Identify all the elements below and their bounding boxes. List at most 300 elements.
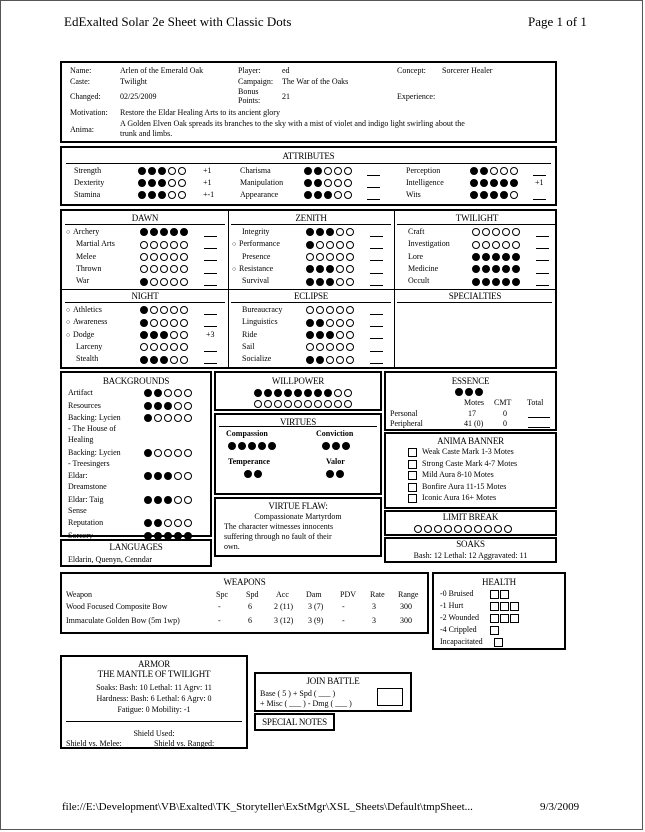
- willpower-dot[interactable]: [334, 389, 342, 397]
- ability-dot[interactable]: [326, 265, 334, 273]
- ability-dot[interactable]: [336, 306, 344, 314]
- willpower-temp-dot[interactable]: [324, 400, 332, 408]
- attribute-dot[interactable]: [138, 167, 146, 175]
- ability-dot[interactable]: [180, 306, 188, 314]
- background-dot[interactable]: [144, 496, 152, 504]
- ability-dot[interactable]: [346, 228, 354, 236]
- ability-dot[interactable]: [140, 253, 148, 261]
- ability-dot[interactable]: [180, 356, 188, 364]
- attribute-dot[interactable]: [178, 179, 186, 187]
- ability-bonus-line[interactable]: [201, 355, 217, 365]
- willpower-temp-dot[interactable]: [274, 400, 282, 408]
- limit-dot[interactable]: [424, 525, 432, 533]
- attribute-dot[interactable]: [334, 191, 342, 199]
- ability-dot[interactable]: [346, 265, 354, 273]
- ability-dot[interactable]: [482, 265, 490, 273]
- background-dot[interactable]: [164, 389, 172, 397]
- ability-dot[interactable]: [180, 278, 188, 286]
- ability-dot[interactable]: [180, 331, 188, 339]
- attribute-dot[interactable]: [178, 167, 186, 175]
- background-dot[interactable]: [144, 519, 152, 527]
- anima-checkbox[interactable]: [408, 448, 417, 457]
- ability-dot[interactable]: [336, 343, 344, 351]
- ability-dot[interactable]: [316, 319, 324, 327]
- willpower-dot[interactable]: [254, 389, 262, 397]
- background-dot[interactable]: [164, 449, 172, 457]
- background-dot[interactable]: [174, 449, 182, 457]
- health-checkbox[interactable]: [490, 614, 499, 623]
- ability-dot[interactable]: [150, 253, 158, 261]
- ability-dot[interactable]: [336, 228, 344, 236]
- ability-dot[interactable]: [326, 343, 334, 351]
- ability-dot[interactable]: [346, 331, 354, 339]
- ability-bonus-line[interactable]: [201, 343, 217, 353]
- willpower-temporary-dots[interactable]: [254, 399, 354, 409]
- health-checkbox[interactable]: [494, 638, 503, 647]
- ability-dot[interactable]: [140, 306, 148, 314]
- attribute-dot[interactable]: [334, 167, 342, 175]
- ability-dot[interactable]: [140, 331, 148, 339]
- attribute-dot[interactable]: [470, 167, 478, 175]
- attribute-dot[interactable]: [510, 167, 518, 175]
- virtue-dot[interactable]: [268, 442, 276, 450]
- attribute-bonus-line[interactable]: [530, 167, 546, 177]
- background-dot[interactable]: [184, 519, 192, 527]
- ability-dot[interactable]: [306, 306, 314, 314]
- peripheral-motes: 41 (0): [464, 419, 484, 428]
- ability-dot[interactable]: [346, 306, 354, 314]
- ability-dot[interactable]: [482, 241, 490, 249]
- attribute-dot[interactable]: [138, 191, 146, 199]
- attribute-dot[interactable]: [344, 179, 352, 187]
- ability-dot[interactable]: [336, 241, 344, 249]
- ability-dot[interactable]: [472, 253, 480, 261]
- ability-dot[interactable]: [180, 343, 188, 351]
- ability-dot[interactable]: [316, 228, 324, 236]
- ability-dot[interactable]: [160, 306, 168, 314]
- ability-bonus-line[interactable]: [367, 253, 383, 263]
- background-dot[interactable]: [154, 389, 162, 397]
- ability-dot[interactable]: [140, 241, 148, 249]
- attribute-dot[interactable]: [168, 191, 176, 199]
- ability-dot[interactable]: [512, 278, 520, 286]
- willpower-temp-dot[interactable]: [314, 400, 322, 408]
- attribute-dot[interactable]: [158, 191, 166, 199]
- virtue-dot[interactable]: [332, 442, 340, 450]
- ability-dot[interactable]: [140, 356, 148, 364]
- willpower-dot[interactable]: [264, 389, 272, 397]
- ability-bonus-line[interactable]: [367, 228, 383, 238]
- virtue-dot[interactable]: [326, 470, 334, 478]
- ability-bonus-line[interactable]: [533, 228, 549, 238]
- virtue-dot[interactable]: [342, 442, 350, 450]
- health-checkbox[interactable]: [490, 626, 499, 635]
- ability-dot[interactable]: [180, 241, 188, 249]
- ability-dot[interactable]: [170, 241, 178, 249]
- ability-dot[interactable]: [326, 356, 334, 364]
- limit-dot[interactable]: [484, 525, 492, 533]
- background-dot[interactable]: [144, 402, 152, 410]
- ability-dot[interactable]: [472, 265, 480, 273]
- ability-dot[interactable]: [316, 331, 324, 339]
- willpower-temp-dot[interactable]: [264, 400, 272, 408]
- virtue-dot[interactable]: [248, 442, 256, 450]
- attribute-dot[interactable]: [500, 191, 508, 199]
- attribute-bonus-line[interactable]: [364, 179, 380, 189]
- attribute-dot[interactable]: [138, 179, 146, 187]
- ability-dot[interactable]: [170, 278, 178, 286]
- ability-dot[interactable]: [492, 253, 500, 261]
- ability-dot[interactable]: [336, 319, 344, 327]
- attribute-dot[interactable]: [168, 167, 176, 175]
- background-dot[interactable]: [184, 472, 192, 480]
- ability-bonus-line[interactable]: [533, 240, 549, 250]
- ability-dot[interactable]: [180, 265, 188, 273]
- ability-dot[interactable]: [502, 228, 510, 236]
- ability-bonus-line[interactable]: [367, 306, 383, 316]
- willpower-dot[interactable]: [284, 389, 292, 397]
- ability-dot[interactable]: [160, 253, 168, 261]
- limit-dot[interactable]: [434, 525, 442, 533]
- ability-bonus-line[interactable]: [367, 331, 383, 341]
- background-dot[interactable]: [174, 414, 182, 422]
- attribute-dot[interactable]: [304, 191, 312, 199]
- ability-dot[interactable]: [336, 356, 344, 364]
- background-dot[interactable]: [184, 496, 192, 504]
- ability-dot[interactable]: [170, 319, 178, 327]
- ability-dot[interactable]: [306, 228, 314, 236]
- ability-dot[interactable]: [160, 343, 168, 351]
- ability-dot[interactable]: [336, 265, 344, 273]
- ability-dot[interactable]: [316, 278, 324, 286]
- ability-dot[interactable]: [306, 278, 314, 286]
- ability-dot[interactable]: [170, 331, 178, 339]
- background-dot[interactable]: [154, 496, 162, 504]
- attribute-dot[interactable]: [168, 179, 176, 187]
- willpower-temp-dot[interactable]: [304, 400, 312, 408]
- ability-dot[interactable]: [472, 278, 480, 286]
- ability-dot[interactable]: [140, 343, 148, 351]
- ability-dot[interactable]: [150, 265, 158, 273]
- ability-dot[interactable]: [180, 228, 188, 236]
- health-checkbox[interactable]: [490, 590, 499, 599]
- ability-bonus-line[interactable]: [367, 265, 383, 275]
- ability-dot[interactable]: [346, 278, 354, 286]
- ability-dot[interactable]: [306, 319, 314, 327]
- ability-dot[interactable]: [150, 228, 158, 236]
- ability-dot[interactable]: [150, 356, 158, 364]
- ability-dot[interactable]: [316, 356, 324, 364]
- ability-dot[interactable]: [170, 356, 178, 364]
- limit-dot[interactable]: [474, 525, 482, 533]
- ability-dot[interactable]: [346, 356, 354, 364]
- virtue-dot[interactable]: [258, 442, 266, 450]
- background-dot[interactable]: [164, 519, 172, 527]
- willpower-dot[interactable]: [344, 389, 352, 397]
- ability-dot[interactable]: [306, 343, 314, 351]
- ability-dot[interactable]: [150, 278, 158, 286]
- attribute-dot[interactable]: [304, 167, 312, 175]
- attribute-dot[interactable]: [480, 179, 488, 187]
- join-battle-total-field[interactable]: [377, 688, 403, 706]
- health-checkbox[interactable]: [490, 602, 499, 611]
- ability-dot[interactable]: [306, 265, 314, 273]
- background-dot[interactable]: [164, 414, 172, 422]
- essence-dot[interactable]: [455, 388, 463, 396]
- background-dot[interactable]: [144, 449, 152, 457]
- limit-dot[interactable]: [414, 525, 422, 533]
- attribute-dot[interactable]: [148, 167, 156, 175]
- ability-dot[interactable]: [180, 253, 188, 261]
- background-dot[interactable]: [184, 414, 192, 422]
- ability-dot[interactable]: [492, 278, 500, 286]
- anima-checkbox[interactable]: [408, 471, 417, 480]
- ability-dot[interactable]: [160, 241, 168, 249]
- ability-bonus-line[interactable]: [367, 355, 383, 365]
- attribute-dot[interactable]: [490, 167, 498, 175]
- ability-dot[interactable]: [336, 278, 344, 286]
- ability-dot[interactable]: [316, 306, 324, 314]
- ability-bonus-line[interactable]: [201, 253, 217, 263]
- attribute-dot[interactable]: [148, 179, 156, 187]
- ability-dot[interactable]: [492, 241, 500, 249]
- ability-bonus-line[interactable]: [201, 318, 217, 328]
- attribute-dot[interactable]: [500, 179, 508, 187]
- ability-dot[interactable]: [482, 253, 490, 261]
- ability-bonus-line[interactable]: [367, 318, 383, 328]
- background-dot[interactable]: [164, 402, 172, 410]
- attribute-dot[interactable]: [490, 191, 498, 199]
- background-dot[interactable]: [184, 389, 192, 397]
- background-dot[interactable]: [184, 449, 192, 457]
- background-dot[interactable]: [154, 449, 162, 457]
- anima-checkbox[interactable]: [408, 460, 417, 469]
- background-dot[interactable]: [174, 402, 182, 410]
- ability-dot[interactable]: [140, 228, 148, 236]
- background-dot[interactable]: [174, 389, 182, 397]
- ability-dot[interactable]: [160, 265, 168, 273]
- ability-dot[interactable]: [316, 253, 324, 261]
- background-dot[interactable]: [154, 519, 162, 527]
- attribute-bonus-line[interactable]: [364, 167, 380, 177]
- attribute-dot[interactable]: [148, 191, 156, 199]
- attribute-dot[interactable]: [304, 179, 312, 187]
- ability-bonus-line[interactable]: [201, 265, 217, 275]
- limit-dot[interactable]: [464, 525, 472, 533]
- ability-bonus-line[interactable]: [533, 265, 549, 275]
- ability-dot[interactable]: [316, 241, 324, 249]
- ability-dot[interactable]: [346, 253, 354, 261]
- attribute-dot[interactable]: [510, 191, 518, 199]
- willpower-temp-dot[interactable]: [344, 400, 352, 408]
- ability-dot[interactable]: [472, 228, 480, 236]
- ability-dot[interactable]: [150, 343, 158, 351]
- ability-dot[interactable]: [170, 253, 178, 261]
- anima-checkbox[interactable]: [408, 494, 417, 503]
- health-checkbox[interactable]: [500, 590, 509, 599]
- virtue-name: Temperance: [228, 457, 270, 466]
- attribute-dot[interactable]: [344, 191, 352, 199]
- ability-bonus-line[interactable]: [201, 306, 217, 316]
- ability-dot[interactable]: [482, 228, 490, 236]
- health-checkbox[interactable]: [500, 602, 509, 611]
- limit-dot[interactable]: [504, 525, 512, 533]
- ability-bonus-line[interactable]: [201, 277, 217, 287]
- background-dot[interactable]: [174, 496, 182, 504]
- background-dot[interactable]: [154, 414, 162, 422]
- virtue-dot[interactable]: [254, 470, 262, 478]
- essence-dot[interactable]: [465, 388, 473, 396]
- background-dot[interactable]: [164, 472, 172, 480]
- willpower-dot[interactable]: [324, 389, 332, 397]
- attribute-dot[interactable]: [470, 179, 478, 187]
- attribute-dot[interactable]: [334, 179, 342, 187]
- ability-dot[interactable]: [502, 253, 510, 261]
- limit-dot[interactable]: [494, 525, 502, 533]
- ability-dot[interactable]: [492, 265, 500, 273]
- ability-dot[interactable]: [316, 265, 324, 273]
- ability-dot[interactable]: [336, 331, 344, 339]
- ability-dot[interactable]: [170, 306, 178, 314]
- willpower-dot[interactable]: [274, 389, 282, 397]
- attribute-dot[interactable]: [470, 191, 478, 199]
- attribute-dot[interactable]: [158, 167, 166, 175]
- background-dot[interactable]: [174, 519, 182, 527]
- ability-dot[interactable]: [492, 228, 500, 236]
- attribute-bonus-line[interactable]: [364, 191, 380, 201]
- willpower-temp-dot[interactable]: [334, 400, 342, 408]
- willpower-dot[interactable]: [304, 389, 312, 397]
- ability-bonus-line[interactable]: [201, 228, 217, 238]
- ability-dot[interactable]: [160, 319, 168, 327]
- attribute-dot[interactable]: [324, 167, 332, 175]
- attribute-dot[interactable]: [510, 179, 518, 187]
- ability-dot[interactable]: [502, 241, 510, 249]
- attribute-dot[interactable]: [324, 191, 332, 199]
- willpower-temp-dot[interactable]: [284, 400, 292, 408]
- attribute-dot[interactable]: [324, 179, 332, 187]
- background-dot[interactable]: [174, 472, 182, 480]
- ability-dot[interactable]: [346, 241, 354, 249]
- ability-dot[interactable]: [336, 253, 344, 261]
- ability-dot[interactable]: [180, 319, 188, 327]
- ability-dot[interactable]: [482, 278, 490, 286]
- attribute-dot[interactable]: [500, 167, 508, 175]
- willpower-temp-dot[interactable]: [254, 400, 262, 408]
- ability-dot[interactable]: [512, 265, 520, 273]
- attribute-dot[interactable]: [490, 179, 498, 187]
- ability-dot[interactable]: [160, 228, 168, 236]
- attribute-dot[interactable]: [344, 167, 352, 175]
- ability-dot[interactable]: [160, 356, 168, 364]
- ability-bonus-line[interactable]: [367, 240, 383, 250]
- ability-dot[interactable]: [326, 253, 334, 261]
- ability-bonus-line[interactable]: [533, 277, 549, 287]
- willpower-dot[interactable]: [294, 389, 302, 397]
- ability-dot[interactable]: [140, 278, 148, 286]
- ability-dot[interactable]: [512, 228, 520, 236]
- ability-dot[interactable]: [472, 241, 480, 249]
- ability-dot[interactable]: [306, 356, 314, 364]
- ability-bonus-line[interactable]: [201, 240, 217, 250]
- limit-break-dots[interactable]: [414, 524, 514, 534]
- ability-dot[interactable]: [306, 331, 314, 339]
- ability-dot[interactable]: [150, 241, 158, 249]
- attribute-dot[interactable]: [480, 167, 488, 175]
- ability-dot[interactable]: [512, 241, 520, 249]
- ability-dot[interactable]: [326, 306, 334, 314]
- ability-dot[interactable]: [502, 278, 510, 286]
- background-dot[interactable]: [184, 402, 192, 410]
- background-dot[interactable]: [144, 414, 152, 422]
- attribute-bonus-line[interactable]: [530, 191, 546, 201]
- background-dot[interactable]: [164, 496, 172, 504]
- willpower-dot[interactable]: [314, 389, 322, 397]
- limit-dot[interactable]: [444, 525, 452, 533]
- ability-dot[interactable]: [326, 228, 334, 236]
- ability-dot[interactable]: [316, 343, 324, 351]
- ability-dot[interactable]: [306, 253, 314, 261]
- ability-dot[interactable]: [346, 319, 354, 327]
- ability-dot[interactable]: [170, 343, 178, 351]
- attribute-dot[interactable]: [158, 179, 166, 187]
- background-dot[interactable]: [144, 389, 152, 397]
- virtue-dot[interactable]: [228, 442, 236, 450]
- ability-dot[interactable]: [306, 241, 314, 249]
- ability-dot[interactable]: [150, 331, 158, 339]
- ability-dot[interactable]: [326, 278, 334, 286]
- background-dot[interactable]: [154, 472, 162, 480]
- virtue-dot[interactable]: [336, 470, 344, 478]
- attribute-dot[interactable]: [178, 191, 186, 199]
- ability-dot[interactable]: [140, 265, 148, 273]
- ability-dot[interactable]: [140, 319, 148, 327]
- ability-dot[interactable]: [170, 228, 178, 236]
- attribute-dot[interactable]: [314, 179, 322, 187]
- willpower-temp-dot[interactable]: [294, 400, 302, 408]
- ability-bonus-line[interactable]: [367, 343, 383, 353]
- ability-bonus-line[interactable]: [367, 277, 383, 287]
- virtue-dot[interactable]: [238, 442, 246, 450]
- virtue-dot[interactable]: [244, 470, 252, 478]
- ability-bonus-line[interactable]: [533, 253, 549, 263]
- attribute-dot[interactable]: [480, 191, 488, 199]
- ability-dot[interactable]: [160, 331, 168, 339]
- attribute-dot[interactable]: [314, 191, 322, 199]
- health-checkbox[interactable]: [500, 614, 509, 623]
- ability-dot[interactable]: [170, 265, 178, 273]
- ability-dot[interactable]: [326, 241, 334, 249]
- anima-checkbox[interactable]: [408, 483, 417, 492]
- special-notes-title: SPECIAL NOTES: [262, 717, 327, 727]
- ability-dot[interactable]: [346, 343, 354, 351]
- ability-dot[interactable]: [160, 278, 168, 286]
- ability-dot[interactable]: [326, 319, 334, 327]
- attribute-dot[interactable]: [314, 167, 322, 175]
- health-checkbox[interactable]: [510, 602, 519, 611]
- ability-dot[interactable]: [150, 306, 158, 314]
- background-dot[interactable]: [144, 472, 152, 480]
- virtue-dot[interactable]: [322, 442, 330, 450]
- limit-dot[interactable]: [454, 525, 462, 533]
- ability-dot[interactable]: [326, 331, 334, 339]
- health-checkbox[interactable]: [510, 614, 519, 623]
- ability-dot[interactable]: [512, 253, 520, 261]
- ability-dot[interactable]: [150, 319, 158, 327]
- essence-dot[interactable]: [475, 388, 483, 396]
- ability-dot[interactable]: [502, 265, 510, 273]
- background-dot[interactable]: [154, 402, 162, 410]
